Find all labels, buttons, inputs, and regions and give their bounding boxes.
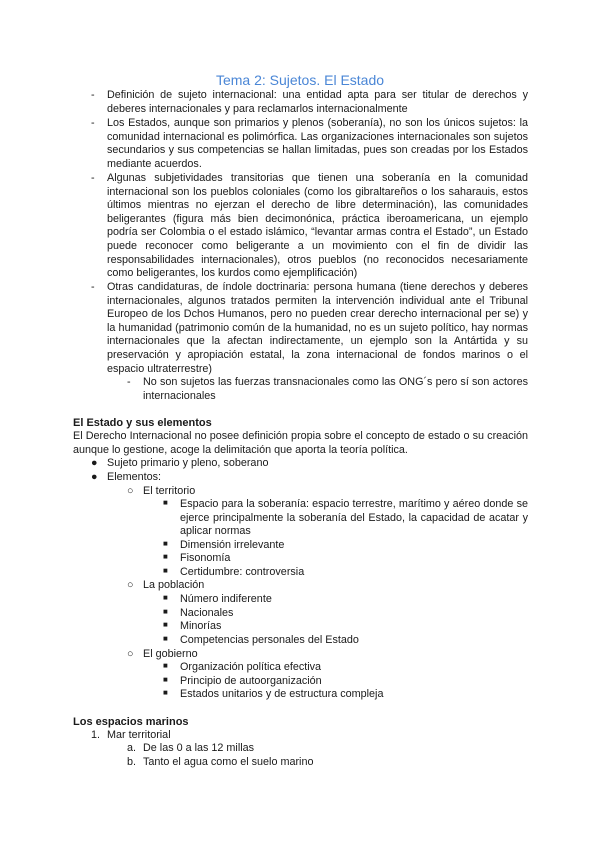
poblacion-label: La población [143, 579, 205, 591]
poblacion-item-3: Minorías [180, 620, 222, 632]
intro-item-4: Otras candidaturas, de índole doctrinaria: persona humana (tiene derechos y deberes internacionales, algunos tratados permiten la intervención individual ante el Tribunal Europeo de los Dchos Humanos, pero no pueden crear derecho internacional per se) y la humanidad (patrimonio común de la humanidad, no es un sujeto político, hay normas internacionales que la afectan indirectamente, un ejemplo son la Antártida y su preservación y apropiación estatal, la zona internacional de fondos marinos o el espacio ultraterrestre) [107, 281, 528, 375]
sub-item: No son sujetos las fuerzas transnacionales como las ONG´s pero sí son actores internacionales [143, 376, 528, 402]
marinos-item-b: Tanto el agua como el suelo marino [143, 756, 314, 768]
dash-marker: - [91, 117, 95, 129]
poblacion-item-4: Competencias personales del Estado [180, 634, 359, 646]
marinos-item-1: Mar territorial [107, 729, 171, 741]
page-title: Tema 2: Sujetos. El Estado [215, 72, 385, 88]
estado-bullet-2: Elementos: [107, 471, 162, 483]
list-letter: a. [127, 742, 137, 754]
bullet-square: ■ [163, 566, 168, 575]
gobierno-item-2: Principio de autoorganización [180, 675, 322, 687]
list-letter: b. [127, 756, 137, 768]
territorio-item-1: Espacio para la soberanía: espacio terrestre, marítimo y aéreo donde se ejerce principalmente la soberanía del Estado, la capacidad de acatar y aplicar normas [180, 498, 528, 538]
gobierno-item-1: Organización política efectiva [180, 661, 322, 673]
territorio-label: El territorio [143, 485, 196, 497]
poblacion-item-1: Número indiferente [180, 593, 272, 605]
bullet-square: ■ [163, 620, 168, 629]
intro-item-3: Algunas subjetividades transitorias que tienen una soberanía en la comunidad internacional son los pueblos coloniales (como los gibraltareños o los saharauis, estos últimos mientras no ejerzan el derecho de libre determinación), las comunidades beligerantes (figura más bien decimonónica, práctica iberoamericana, un ejemplo podría ser Colombia o el estado islámico, “levantar armas contra el Estado”, un Estado puede reconocer como beligerante a un movimiento con el fin de dividir las responsabilidades internacionales), otros pueblos (no reconocidos necesariamente como beligerantes, los kurdos como ejemplificación) [107, 172, 528, 280]
section-heading-marinos: Los espacios marinos [73, 716, 189, 728]
dash-marker: - [91, 172, 95, 184]
bullet-square: ■ [163, 661, 168, 670]
territorio-item-4: Certidumbre: controversia [180, 566, 305, 578]
bullet-square: ■ [163, 552, 168, 561]
poblacion-item-2: Nacionales [180, 607, 234, 619]
bullet-square: ■ [163, 607, 168, 616]
bullet-dot: ● [91, 457, 98, 469]
gobierno-label: El gobierno [143, 648, 198, 660]
marinos-item-a: De las 0 a las 12 millas [143, 742, 255, 754]
intro-item-1: Definición de sujeto internacional: una entidad apta para ser titular de derechos y deberes internacionales y para reclamarlos internacionalmente [107, 89, 528, 115]
list-number: 1. [91, 729, 101, 741]
section-heading-estado: El Estado y sus elementos [73, 417, 212, 429]
bullet-circle: ○ [127, 579, 134, 591]
dash-marker: - [127, 376, 131, 388]
bullet-square: ■ [163, 593, 168, 602]
bullet-square: ■ [163, 675, 168, 684]
bullet-dot: ● [91, 471, 98, 483]
estado-paragraph: El Derecho Internacional no posee definición propia sobre el concepto de estado o su creación aunque lo gestione, acoge la delimitación que aporta la teoría política. [73, 430, 528, 456]
bullet-circle: ○ [127, 648, 134, 660]
territorio-item-3: Fisonomía [180, 552, 231, 564]
intro-item-2: Los Estados, aunque son primarios y plenos (soberanía), no son los únicos sujetos: la comunidad internacional es polimórfica. Las organizaciones internacionales son sujetos secundarios y sus competencias se hallan limitadas, pues son creadas por los Estados mediante acuerdos. [107, 117, 528, 170]
bullet-square: ■ [163, 539, 168, 548]
bullet-square: ■ [163, 634, 168, 643]
bullet-square: ■ [163, 498, 168, 507]
dash-marker: - [91, 89, 95, 101]
territorio-item-2: Dimensión irrelevante [180, 539, 285, 551]
dash-marker: - [91, 281, 95, 293]
bullet-circle: ○ [127, 485, 134, 497]
estado-bullet-1: Sujeto primario y pleno, soberano [107, 457, 269, 469]
bullet-square: ■ [163, 688, 168, 697]
gobierno-item-3: Estados unitarios y de estructura compleja [180, 688, 384, 700]
